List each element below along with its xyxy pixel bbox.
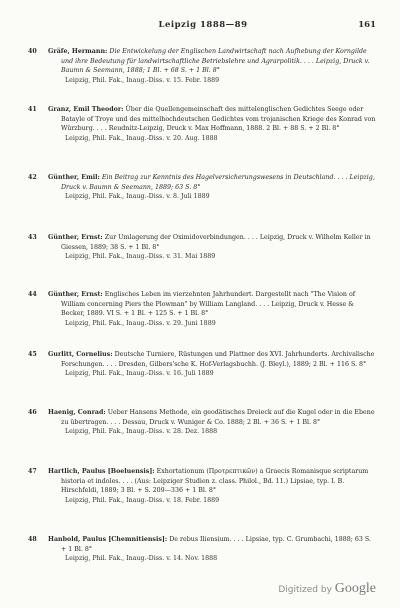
entry-text: Über die Quellengemeinschaft des mittelenglischen Gedichtes Seege oder Batayle of Troye und des mittelhochdeutschen Gedichtes vom trojanischen Kriege des Konrad von Würzburg. . . . Reudnitz-Leipzig, Druck v. Max Hoffmann, 1888. 2 Bl. + 88 S. + 2 Bl. 8° [61, 106, 376, 133]
author-name: Günther, Ernst: [48, 291, 103, 298]
entry-number: 48 [28, 536, 37, 543]
page-header [30, 20, 376, 32]
entry-note: Leipzig, Phil. Fak., Inaug.-Diss. v. 28. Dez. 1888 [65, 428, 218, 436]
author-name: Gräfe, Hermann: [48, 48, 108, 55]
entry-note: Leipzig, Phil. Fak., Inaug.-Diss. v. 14. Nov. 1888 [65, 555, 218, 563]
entry-body [48, 467, 376, 505]
author-name: Hartlich, Paulus [Boeluensis]: [48, 468, 155, 475]
entry-number: 43 [28, 234, 37, 241]
author-name: Hanbold, Paulus [Chemnitiensis]: [48, 536, 168, 543]
digitized-label: Digitized by [278, 585, 332, 595]
entry-note: Leipzig, Phil. Fak., Inaug.-Diss. v. 29. Juni 1889 [65, 319, 216, 327]
entry-text: Ueber Hansens Methode, ein geodätisches Dreieck auf die Kugel oder in die Ebene zu übertragen. . . . Dessau, Druck v. Wuniger & Co. 1888; 2 Bl. + 36 S. + 1 Bl. 8° [61, 409, 375, 426]
entry-text: Exhortationum (Προτρεπτικῶν) a Graecis Romanisque scriptarum historia et indoles. . . . (Aus: Leipziger Studien z. class. Philol., Bd. 11.) Lipsiae, typ. I. B. Hirschfeldi, 1889; 3 Bl. + S. 209—336 + 1 Bl. 8° [61, 468, 369, 495]
entry-text: Zur Umlagerung der Oximidoverbindungen. . . . Leipzig, Druck v. Wilhelm Keller in Giessen, 1889; 38 S. + 1 Bl. 8° [61, 234, 371, 251]
entry-text: Deutsche Turniere, Rüstungen und Plattner des XVI. Jahrhunderts. Archivalische Forschungen. . . . Dresden, Gilbers'sche K. Hof-Verlagsbuchh. (J. Bleyl.), 1889; 2 Bl. + 116 S. 8° [61, 351, 375, 368]
entry-body [48, 47, 376, 85]
author-name: Gurlitt, Cornelius: [48, 351, 113, 358]
entry-body [48, 535, 376, 564]
entry-number: 42 [28, 174, 37, 181]
entry-number: 40 [28, 48, 37, 55]
entry-body [48, 290, 376, 328]
entry-text: Englisches Leben im vierzehnten Jahrhundert. Dargestellt nach "The Vision of William concerning Piers the Plowman" by William Langland. . . . Leipzig, Druck v. Hesse & Becker, 1889. VI S. + 1 Bl. + 125 S. + 1 Bl. 8° [61, 291, 356, 318]
entry-text: Ein Beitrag zur Kenntnis des Hagelversicherungswesens in Deutschland. . . . Leipzig, Druck v. Baumn & Seemann, 1889; 63 S. 8° [61, 174, 375, 191]
author-name: Günther, Ernst: [48, 234, 103, 241]
page-number: 161 [358, 20, 376, 30]
author-name: Günther, Emil: [48, 174, 100, 181]
entry-body [48, 350, 376, 379]
entry-note: Leipzig, Phil. Fak., Inaug.-Diss. v. 20. Aug. 1888 [65, 134, 218, 142]
author-name: Haenig, Conrad: [48, 409, 106, 416]
entry-number: 46 [28, 409, 37, 416]
entry-note: Leipzig, Phil. Fak., Inaug.-Diss. v. 31. Mai 1889 [65, 253, 216, 261]
entry-number: 44 [28, 291, 37, 298]
entry-text: De rebus Iliensium. . . . Lipsiae, typ. C. Grumbachi, 1888; 63 S. + 1 Bl. 8° [61, 536, 372, 553]
running-title: Leipzig 1888—89 [158, 20, 248, 30]
entry-text: Die Entwickelung der Englischen Landwirtschaft nach Aufhebung der Korngilde und ihre Bedeutung für landwirtschaftliche Betriebslehre und Agrarpolitik. . . . Leipzig, Druck v. Baumn & Seemann, 1888; 1 Bl. + 68 S. + 1 Bl. 8° [61, 48, 370, 75]
entry-body [48, 105, 376, 143]
entry-body [48, 173, 376, 202]
entry-note: Leipzig, Phil. Fak., Inaug.-Diss. v. 16. Juli 1889 [65, 370, 214, 378]
entry-note: Leipzig, Phil. Fak., Inaug.-Diss. v. 8. Juli 1889 [65, 193, 210, 201]
entry-number: 45 [28, 351, 37, 358]
digitized-watermark [278, 581, 376, 597]
entry-body [48, 408, 376, 437]
entry-note: Leipzig, Phil. Fak., Inaug.-Diss. v. 15. Febr. 1889 [65, 76, 220, 84]
entry-number: 47 [28, 468, 37, 475]
entry-body [48, 233, 376, 262]
google-logo: Google [334, 581, 376, 596]
entry-note: Leipzig, Phil. Fak., Inaug.-Diss. v. 18. Febr. 1889 [65, 496, 220, 504]
entry-number: 41 [28, 106, 37, 113]
author-name: Granz, Emil Theodor: [48, 106, 124, 113]
